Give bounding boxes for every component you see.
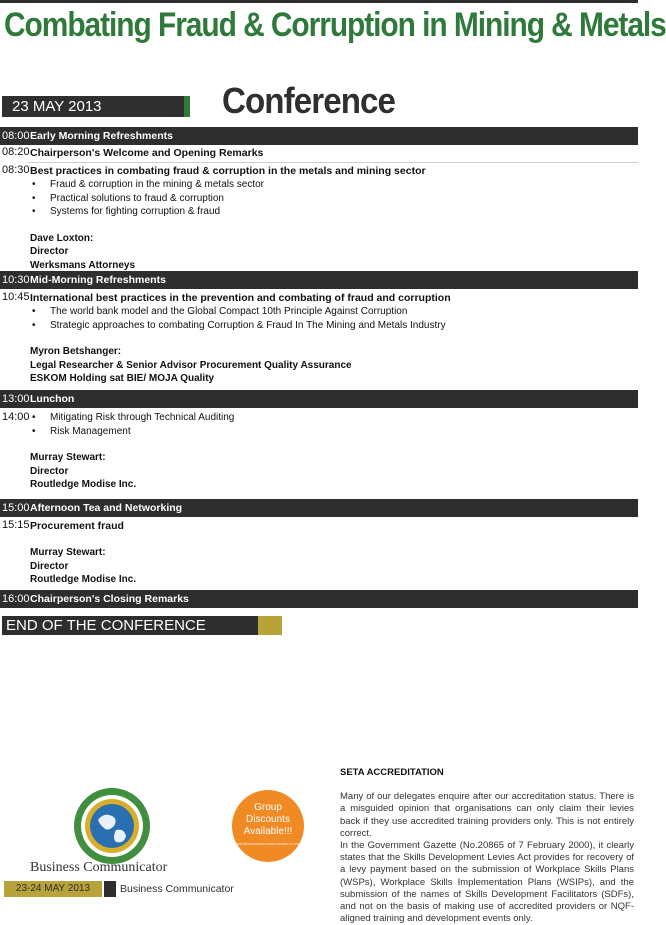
speaker-block	[30, 451, 630, 492]
speaker-name: Myron Betshanger:	[30, 346, 122, 357]
speaker-name: Murray Stewart:	[30, 547, 106, 558]
group-discount-badge	[232, 790, 304, 862]
agenda-row	[0, 519, 638, 589]
speaker-org: Routledge Modise Inc.	[30, 574, 137, 585]
agenda-row	[0, 164, 638, 271]
agenda-row	[0, 499, 638, 517]
agenda-title: Lunchon	[30, 393, 75, 405]
list-item: • Fraud & corruption in the mining & metals sector	[30, 178, 630, 192]
agenda-title: Procurement fraud	[30, 520, 124, 532]
footer-brand: Business Communicator	[120, 883, 234, 895]
agenda-time: 10:30	[2, 274, 30, 286]
agenda-time: 08:20	[2, 146, 30, 158]
seta-accreditation	[340, 767, 634, 925]
seta-paragraph: In the Government Gazette (No.20865 of 7 February 2000), it clearly states that the Skills Development Levies Act provides for recovery of a levy payment based on the submission of Workplace Skills Plans (WSPs), Workplace Skills Implementation Plans (WSIPs), and the submission of the names of Skills Development Facilitators (SDFs), and not on the basis of making use of accredited providers or NQF-aligned training and development events only.	[340, 840, 634, 925]
agenda-row	[0, 390, 638, 408]
agenda-title: Early Morning Refreshments	[30, 130, 173, 142]
end-of-conference-banner: END OF THE CONFERENCE	[2, 616, 258, 635]
list-item: • Risk Management	[30, 425, 630, 439]
end-banner-accent	[258, 616, 282, 635]
agenda-row	[0, 127, 638, 145]
badge-line: Available!!!	[243, 826, 293, 837]
agenda-row	[0, 590, 638, 608]
badge-line: Discounts	[246, 814, 290, 825]
list-item: • Practical solutions to fraud & corruption	[30, 192, 630, 206]
agenda-title: International best practices in the prevention and combating of fraud and corruption	[30, 292, 451, 304]
agenda-title: Best practices in combating fraud & corruption in the metals and mining sector	[30, 165, 426, 177]
agenda-time: 14:00	[2, 411, 30, 423]
seta-title: SETA ACCREDITATION	[340, 767, 444, 778]
list-item: • Systems for fighting corruption & fraud	[30, 205, 630, 219]
agenda-row	[0, 411, 638, 491]
speaker-block	[30, 345, 630, 386]
agenda-time: 10:45	[2, 291, 30, 303]
badge-email: info@businesscommunicator.co.za	[237, 841, 299, 846]
speaker-role: Legal Researcher & Senior Advisor Procurement Quality Assurance	[30, 359, 352, 371]
speaker-block	[30, 546, 630, 587]
agenda-time: 08:00	[2, 130, 30, 142]
speaker-block	[30, 232, 630, 273]
footer-date: 23-24 MAY 2013	[4, 881, 102, 897]
list-item: • Strategic approaches to combating Corruption & Fraud In The Mining and Metals Industry	[30, 319, 630, 333]
bullet-list	[30, 178, 630, 219]
agenda-title: Chairperson's Closing Remarks	[30, 593, 189, 605]
badge-line: Group	[254, 802, 282, 813]
speaker-org: Werksmans Attorneys	[30, 259, 136, 271]
speaker-name: Dave Loxton:	[30, 232, 94, 244]
agenda-title: Chairperson's Welcome and Opening Remarks	[30, 147, 264, 159]
speaker-role: Director	[30, 560, 69, 572]
list-item: • The world bank model and the Global Compact 10th Principle Against Corruption	[30, 305, 630, 319]
logo-text: Business Communicator	[30, 860, 168, 875]
agenda-time: 15:15	[2, 519, 30, 531]
speaker-org: ESKOM Holding sat BIE/ MOJA Quality	[30, 373, 215, 384]
bullet-list	[30, 305, 630, 332]
agenda-time: 16:00	[2, 593, 30, 605]
speaker-role: Director	[30, 465, 69, 477]
bullet-list	[30, 411, 630, 438]
speaker-name: Murray Stewart:	[30, 452, 106, 463]
divider	[28, 162, 638, 163]
agenda-row	[0, 271, 638, 289]
seta-paragraph: Many of our delegates enquire after our accreditation status. There is a misguided opinion that organisations can only claim their levies back if they use accredited training providers only. This is not entirely correct.	[340, 791, 634, 839]
list-item: • Mitigating Risk through Technical Auditing	[30, 411, 630, 425]
conference-date: 23 MAY 2013	[2, 96, 190, 117]
speaker-org: Routledge Modise Inc.	[30, 479, 137, 490]
agenda-row	[0, 291, 638, 387]
footer-square	[104, 881, 116, 897]
speaker-role: Director	[30, 246, 69, 257]
agenda-time: 15:00	[2, 502, 30, 514]
agenda-time: 13:00	[2, 393, 30, 405]
agenda-title: Afternoon Tea and Networking	[30, 502, 183, 514]
agenda-title: Mid-Morning Refreshments	[30, 274, 166, 286]
agenda-row	[0, 146, 638, 162]
agenda-time: 08:30	[2, 164, 30, 176]
conference-heading: Conference	[222, 80, 396, 121]
main-title: Combating Fraud & Corruption in Mining & Metals	[4, 6, 666, 44]
